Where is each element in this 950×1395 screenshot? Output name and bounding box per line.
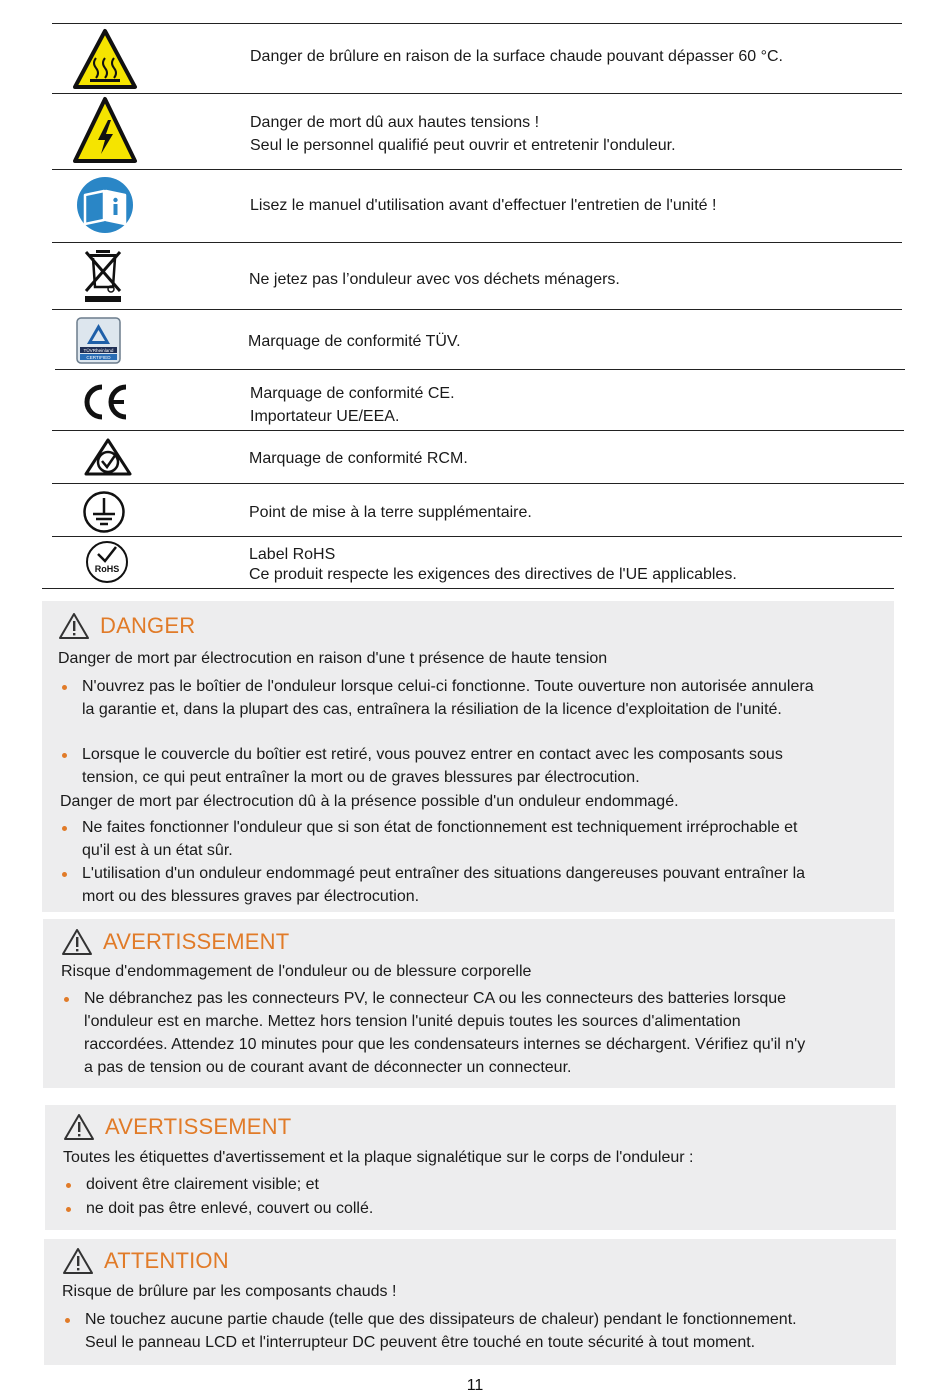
warning-intro: Risque d'endommagement de l'onduleur ou de blessure corporelle — [61, 963, 532, 980]
danger-box — [42, 601, 894, 912]
danger-intro: Danger de mort par électrocution en raison d'une t présence de haute tension — [58, 650, 608, 667]
warning-triangle-icon — [63, 1113, 95, 1141]
symbol-description: Marquage de conformité RCM. — [249, 450, 468, 467]
warning-triangle-icon — [62, 1247, 94, 1275]
symbol-description: Marquage de conformité CE. Importateur UE/EEA. — [250, 385, 455, 425]
table-divider — [52, 483, 904, 484]
table-divider — [52, 536, 902, 537]
warning-intro: Toutes les étiquettes d'avertissement et la plaque signalétique sur le corps de l'onduleur : — [63, 1149, 694, 1166]
warning-box — [45, 1105, 896, 1230]
warning-heading: AVERTISSEMENT — [61, 928, 289, 956]
symbol-description: Lisez le manuel d'utilisation avant d'effectuer l'entretien de l'unité ! — [250, 197, 717, 214]
danger-bullet: Ne faites fonctionner l'onduleur que si son état de fonctionnement est techniquement irréprochable et qu'il est à un état sûr. — [58, 816, 798, 862]
rcm-mark-icon — [83, 437, 133, 477]
table-divider — [55, 369, 905, 370]
symbol-description: Danger de mort dû aux hautes tensions ! Seul le personnel qualifié peut ouvrir et entretenir l'onduleur. — [250, 114, 676, 154]
protective-earth-icon — [82, 490, 126, 534]
high-voltage-warning-icon — [72, 96, 138, 164]
read-manual-icon — [76, 176, 134, 234]
warning-bullet: Ne débranchez pas les connecteurs PV, le connecteur CA ou les connecteurs des batteries lorsque l'onduleur est en marche. Mettez hors tension l'unité depuis toutes les sources d'alimentation raccordées. Attendez 10 minutes pour que les condensateurs internes se déchargent. Vérifiez qu'il n'y a pas de tension ou de courant avant de déconnecter un connecteur. — [60, 987, 805, 1079]
svg-text:TÜVRheinland: TÜVRheinland — [83, 347, 114, 353]
attention-intro: Risque de brûlure par les composants chauds ! — [62, 1283, 397, 1300]
symbol-description: Ne jetez pas l’onduleur avec vos déchets ménagers. — [249, 271, 620, 288]
table-divider — [52, 23, 902, 24]
warning-triangle-icon — [58, 612, 90, 640]
svg-text:CERTIFIED: CERTIFIED — [86, 354, 111, 360]
table-divider — [52, 242, 902, 243]
table-divider — [42, 588, 894, 589]
page-number: 11 — [466, 1377, 484, 1394]
table-divider — [52, 169, 902, 170]
symbol-description: Label RoHS Ce produit respecte les exigences des directives de l'UE applicables. — [249, 546, 737, 583]
tuv-certified-icon — [76, 317, 121, 364]
warning-heading: AVERTISSEMENT — [63, 1113, 291, 1141]
rohs-icon — [85, 540, 129, 584]
table-divider — [52, 93, 902, 94]
warning-triangle-icon — [61, 928, 93, 956]
attention-box — [44, 1239, 896, 1365]
symbol-description: Danger de brûlure en raison de la surface chaude pouvant dépasser 60 °C. — [250, 48, 783, 65]
danger-bullet: L'utilisation d'un onduleur endommagé peut entraîner des situations dangereuses pouvant entraîner la mort ou des blessures graves par électrocution. — [58, 862, 805, 908]
danger-intro: Danger de mort par électrocution dû à la présence possible d'un onduleur endommagé. — [60, 793, 679, 810]
warning-box — [43, 919, 895, 1088]
table-divider — [52, 430, 904, 431]
attention-heading: ATTENTION — [62, 1247, 229, 1275]
symbol-description: Marquage de conformité TÜV. — [248, 333, 461, 350]
weee-crossed-bin-icon — [82, 247, 126, 305]
svg-text:RoHS: RoHS — [94, 564, 120, 574]
danger-bullet: N'ouvrez pas le boîtier de l'onduleur lorsque celui-ci fonctionne. Toute ouverture non autorisée annulera la garantie et, dans la plupart des cas, entraînera la résiliation de la licence d'exploitation de l'unité. — [58, 675, 814, 721]
ce-mark-icon — [82, 384, 130, 420]
attention-bullet: Ne touchez aucune partie chaude (telle que des dissipateurs de chaleur) pendant le fonctionnement. Seul le panneau LCD et l'interrupteur DC peuvent être touché en toute sécurité à tout moment. — [61, 1308, 797, 1354]
danger-heading: DANGER — [58, 612, 195, 640]
warning-bullet: ne doit pas être enlevé, couvert ou collé. — [62, 1197, 373, 1220]
table-divider — [52, 309, 902, 310]
symbol-description: Point de mise à la terre supplémentaire. — [249, 504, 532, 521]
hot-surface-warning-icon — [72, 28, 138, 90]
danger-bullet: Lorsque le couvercle du boîtier est retiré, vous pouvez entrer en contact avec les composants sous tension, ce qui peut entraîner la mort ou de graves blessures par électrocution. — [58, 743, 783, 789]
warning-bullet: doivent être clairement visible; et — [62, 1173, 319, 1196]
